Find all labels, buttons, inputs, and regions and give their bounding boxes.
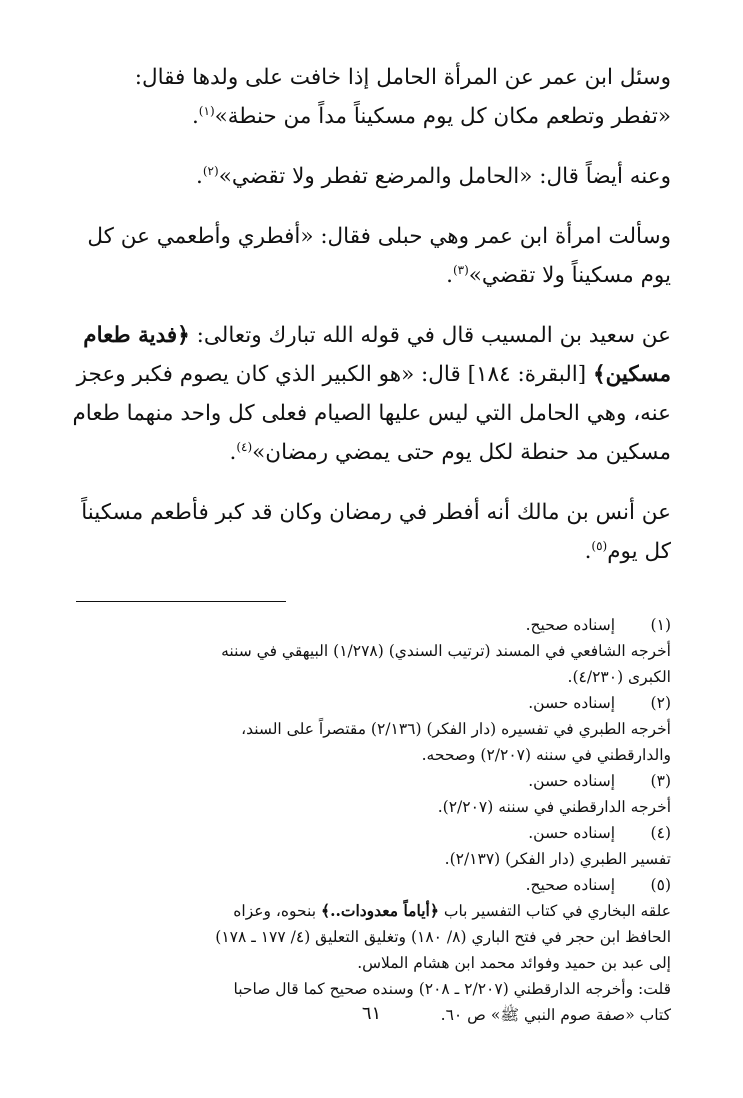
footnote-ref[interactable]: (٣) bbox=[452, 262, 469, 277]
footnote-1 bbox=[76, 612, 671, 638]
footnote-line: أخرجه الشافعي في المسند (ترتيب السندي) (١/٢٧٨) البيهقي في سننه bbox=[221, 642, 671, 660]
paragraph-1 bbox=[76, 58, 671, 136]
text-line: كل يوم$^{(٥)}$. bbox=[584, 538, 671, 564]
footnote-line: إسناده صحيح. bbox=[525, 876, 615, 894]
footnote-ref[interactable]: (١) bbox=[198, 103, 215, 118]
footnotes bbox=[76, 612, 671, 1028]
footnote-line: الكبرى (٤/٢٣٠). bbox=[567, 668, 671, 686]
paragraph-2 bbox=[76, 157, 671, 196]
footnote-number: (٤) bbox=[650, 824, 671, 842]
text-line: «تفطر وتطعم مكان كل يوم مسكيناً مداً من حنطة»$^{(١)}$. bbox=[191, 103, 671, 129]
footnote-ref[interactable]: (٥) bbox=[591, 538, 608, 553]
footnote-line: كتاب «صفة صوم النبي ﷺ» ص ٦٠. bbox=[440, 1006, 671, 1024]
text-line: مسكين مد حنطة لكل يوم حتى يمضي رمضان»$^{(٤)}$. bbox=[229, 439, 671, 465]
text-line: وعنه أيضاً قال: «الحامل والمرضع تفطر ولا تقضي»$^{(٢)}$. bbox=[196, 163, 671, 189]
footnote-line: إسناده حسن. bbox=[528, 694, 615, 712]
footnote-line: أخرجه الطبري في تفسيره (دار الفكر) (٢/١٣٦) مقتصراً على السند، bbox=[241, 720, 671, 738]
footnote-line: الحافظ ابن حجر في فتح الباري (٨/ ١٨٠) وتغليق التعليق (٤/ ١٧٧ ـ ١٧٨) bbox=[215, 928, 671, 946]
footnote-ref[interactable]: (٢) bbox=[202, 163, 219, 178]
text-line: وسألت امرأة ابن عمر وهي حبلى فقال: «أفطري وأطعمي عن كل bbox=[87, 224, 671, 249]
footnote-line: قلت: وأخرجه الدارقطني (٢/٢٠٧ ـ ٢٠٨) وسنده صحيح كما قال صاحبا bbox=[233, 980, 671, 998]
footnote-number: (٥) bbox=[650, 876, 671, 894]
footnote-line: تفسير الطبري (دار الفكر) (٢/١٣٧). bbox=[444, 850, 671, 868]
text-line: وسئل ابن عمر عن المرأة الحامل إذا خافت على ولدها فقال: bbox=[134, 65, 671, 90]
footnote-number: (٣) bbox=[650, 772, 671, 790]
quran-quote: ﴿أياماً معدودات..﴾ bbox=[320, 901, 439, 920]
text-line: مسكين﴾ [البقرة: ١٨٤] قال: «هو الكبير الذي كان يصوم فكبر وعجز bbox=[76, 362, 671, 387]
footnote-line: إسناده حسن. bbox=[528, 824, 615, 842]
footnote-5 bbox=[76, 872, 671, 898]
footnote-line: والدارقطني في سننه (٢/٢٠٧) وصححه. bbox=[421, 746, 671, 764]
paragraph-3 bbox=[76, 217, 671, 295]
paragraph-5 bbox=[76, 493, 671, 571]
quran-quote: مسكين﴾ bbox=[592, 362, 671, 387]
footnote-number: (٢) bbox=[650, 694, 671, 712]
text-line: عن سعيد بن المسيب قال في قوله الله تبارك وتعالى: ﴿فدية طعام bbox=[83, 323, 671, 348]
quran-quote: ﴿فدية طعام bbox=[83, 323, 190, 348]
paragraph-4 bbox=[72, 316, 671, 472]
page-number: ٦١ bbox=[361, 1003, 382, 1024]
footnote-number: (١) bbox=[650, 616, 671, 634]
footnote-ref[interactable]: (٤) bbox=[236, 439, 253, 454]
text-line: عن أنس بن مالك أنه أفطر في رمضان وكان قد كبر فأطعم مسكيناً bbox=[81, 500, 671, 525]
footnote-divider bbox=[76, 601, 286, 602]
text-line: يوم مسكيناً ولا تقضي»$^{(٣)}$. bbox=[446, 262, 671, 288]
footnote-3 bbox=[76, 768, 671, 794]
footnote-line: علقه البخاري في كتاب التفسير باب ﴿أياماً معدودات..﴾ بنحوه، وعزاه bbox=[233, 901, 671, 920]
footnote-line: أخرجه الدارقطني في سننه (٢/٢٠٧). bbox=[437, 798, 671, 816]
footnote-line: إسناده صحيح. bbox=[525, 616, 615, 634]
footnote-line: إسناده حسن. bbox=[528, 772, 615, 790]
text-line: عنه، وهي الحامل التي ليس عليها الصيام فعلى كل واحد منهما طعام bbox=[72, 401, 671, 426]
footnote-line: إلى عبد بن حميد وفوائد محمد ابن هشام الملاس. bbox=[357, 954, 671, 972]
footnote-4 bbox=[76, 820, 671, 846]
footnote-2 bbox=[76, 690, 671, 716]
